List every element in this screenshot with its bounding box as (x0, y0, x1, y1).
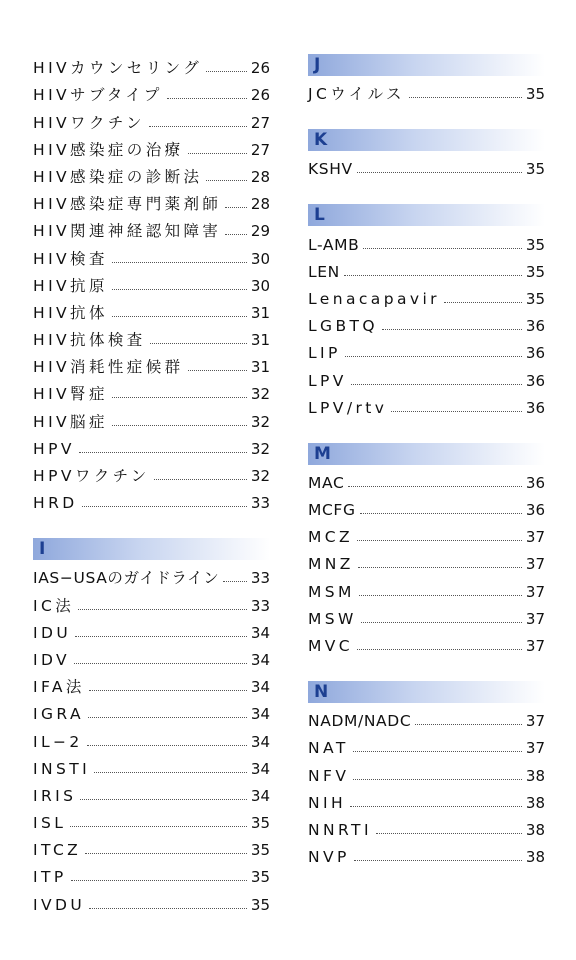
page-number: 31 (250, 303, 270, 322)
index-entry (308, 703, 545, 730)
index-term: LIP (308, 344, 341, 363)
page-number: 35 (250, 895, 270, 914)
page-number: 34 (250, 678, 270, 697)
dot-leader (87, 745, 247, 746)
page-number: 37 (525, 528, 545, 547)
dot-leader (348, 486, 522, 487)
index-entry (33, 77, 270, 104)
dot-leader (363, 248, 522, 249)
page-number: 27 (250, 140, 270, 159)
index-term: MNZ (308, 555, 354, 574)
page-number: 35 (525, 262, 545, 281)
index-entry (308, 76, 545, 103)
index-term: NIH (308, 793, 347, 812)
page-number: 36 (525, 317, 545, 336)
dot-leader (80, 799, 247, 800)
section-header-i: I (33, 538, 270, 560)
dot-leader (154, 479, 247, 480)
index-term: IVDU (33, 895, 86, 914)
index-entry (33, 132, 270, 159)
index-term: HPV (33, 439, 75, 458)
page-number: 34 (250, 786, 270, 805)
index-term: ITP (33, 868, 67, 887)
index-term: IL−2 (33, 732, 83, 751)
index-entry (33, 159, 270, 186)
index-term: IGRA (33, 705, 84, 724)
dot-leader (78, 609, 247, 610)
index-term: HIV感染症専門薬剤師 (33, 195, 222, 214)
index-entry (33, 805, 270, 832)
dot-leader (353, 751, 522, 752)
page-number: 28 (250, 195, 270, 214)
dot-leader (354, 860, 522, 861)
dot-leader (75, 636, 247, 637)
index-term: NNRTI (308, 820, 372, 839)
dot-leader (188, 153, 247, 154)
dot-leader (112, 316, 247, 317)
index-entry (33, 322, 270, 349)
index-term: IDV (33, 650, 71, 669)
dot-leader (112, 397, 247, 398)
section-header-l: L (308, 204, 545, 226)
dot-leader (150, 343, 247, 344)
page-number: 32 (250, 467, 270, 485)
dot-leader (206, 71, 247, 72)
index-entry (33, 431, 270, 458)
dot-leader (71, 880, 247, 881)
index-term: INSTI (33, 759, 91, 778)
section-header-k: K (308, 129, 545, 151)
section-header-n: N (308, 681, 545, 703)
dot-leader (112, 262, 247, 263)
dot-leader (444, 302, 522, 303)
index-entry (33, 859, 270, 886)
index-entry (33, 832, 270, 859)
index-entry (308, 785, 545, 812)
index-term: MAC (308, 473, 345, 492)
dot-leader (223, 581, 247, 582)
page-number: 28 (250, 167, 270, 186)
index-column-left (33, 50, 270, 914)
index-entry (33, 560, 270, 587)
section-header-m: M (308, 443, 545, 465)
page-number: 34 (250, 650, 270, 669)
page-number: 36 (525, 371, 545, 390)
page-number: 38 (525, 848, 545, 867)
index-term: HIVサブタイプ (33, 86, 163, 105)
index-term: IAS−USAのガイドライン (33, 569, 220, 588)
index-term: L-AMB (308, 235, 360, 254)
page-number: 37 (525, 582, 545, 601)
page-number: 26 (250, 86, 270, 105)
index-section (308, 54, 545, 103)
index-term: HIVワクチン (33, 113, 145, 132)
index-entry (33, 403, 270, 430)
index-term: HIV腎症 (33, 385, 108, 404)
index-term: HPVワクチン (33, 467, 150, 485)
page-number: 36 (525, 398, 545, 417)
page-number: 35 (250, 841, 270, 860)
index-term: HIV検査 (33, 249, 108, 268)
page-number: 35 (525, 160, 545, 179)
dot-leader (360, 513, 522, 514)
index-entry (33, 642, 270, 669)
index-entry (33, 615, 270, 642)
page-number: 32 (250, 412, 270, 431)
dot-leader (82, 506, 247, 507)
index-entry (33, 240, 270, 267)
index-entry (33, 349, 270, 376)
index-entry (308, 335, 545, 362)
index-entry (33, 213, 270, 240)
index-term: HIV抗体検査 (33, 331, 146, 350)
page-number: 38 (525, 766, 545, 785)
index-term: IRIS (33, 786, 77, 805)
index-term: HIV関連神経認知障害 (33, 222, 222, 241)
index-entry (308, 628, 545, 655)
index-section (308, 204, 545, 416)
page-number: 34 (250, 759, 270, 778)
dot-leader (357, 172, 522, 173)
page-number: 27 (250, 113, 270, 132)
index-entry (308, 308, 545, 335)
dot-leader (344, 275, 522, 276)
index-term: HIV抗原 (33, 276, 108, 295)
index-term: KSHV (308, 160, 353, 179)
index-entry (33, 268, 270, 295)
page-number: 34 (250, 732, 270, 751)
index-term: MSM (308, 582, 355, 601)
index-entry (308, 362, 545, 389)
dot-leader (376, 833, 522, 834)
page-number: 35 (250, 868, 270, 887)
index-entry (33, 295, 270, 322)
index-term: NAT (308, 739, 349, 758)
dot-leader (345, 356, 522, 357)
dot-leader (94, 772, 247, 773)
page-number: 31 (250, 358, 270, 377)
index-entry (33, 669, 270, 696)
dot-leader (357, 540, 522, 541)
dot-leader (409, 97, 522, 98)
dot-leader (206, 180, 247, 181)
index-entry (308, 839, 545, 866)
page-number: 31 (250, 331, 270, 350)
index-entry (308, 226, 545, 253)
page-number: 38 (525, 793, 545, 812)
index-entry (33, 458, 270, 485)
page-number: 34 (250, 705, 270, 724)
index-term: ITCZ (33, 841, 82, 860)
index-term: LPV/rtv (308, 398, 388, 417)
page-number: 29 (250, 222, 270, 241)
dot-leader (89, 908, 247, 909)
index-term: JCウイルス (308, 85, 405, 104)
index-entry (308, 465, 545, 492)
index-section (33, 538, 270, 913)
index-entry (308, 281, 545, 308)
index-section (308, 443, 545, 655)
page-number: 35 (525, 289, 545, 308)
page-number: 30 (250, 249, 270, 268)
index-entry (308, 546, 545, 573)
index-term: LGBTQ (308, 317, 378, 336)
dot-leader (382, 329, 522, 330)
page-number: 36 (525, 501, 545, 520)
page-number: 33 (250, 596, 270, 615)
dot-leader (149, 126, 247, 127)
index-entry (308, 151, 545, 178)
dot-leader (351, 384, 522, 385)
index-term: LPV (308, 371, 347, 390)
dot-leader (74, 663, 247, 664)
index-term: LEN (308, 262, 340, 281)
index-entry (308, 519, 545, 546)
page-number: 36 (525, 473, 545, 492)
dot-leader (112, 425, 247, 426)
index-entry (308, 492, 545, 519)
dot-leader (361, 622, 522, 623)
index-entry (308, 812, 545, 839)
page-number: 32 (250, 385, 270, 404)
index-entry (33, 50, 270, 77)
index-term: NADM/NADC (308, 712, 412, 731)
index-term: HIV脳症 (33, 412, 108, 431)
section-header-j: J (308, 54, 545, 76)
page-number: 32 (250, 439, 270, 458)
dot-leader (225, 234, 247, 235)
index-term: NVP (308, 848, 350, 867)
dot-leader (353, 779, 522, 780)
index-term: NFV (308, 766, 350, 785)
index-section (33, 50, 270, 512)
index-entry (33, 485, 270, 512)
dot-leader (112, 289, 247, 290)
index-entry (33, 723, 270, 750)
page-number: 34 (250, 623, 270, 642)
dot-leader (188, 370, 247, 371)
index-entry (308, 757, 545, 784)
dot-leader (358, 567, 522, 568)
index-term: HIV消耗性症候群 (33, 358, 184, 377)
page-number: 36 (525, 344, 545, 363)
index-term: HRD (33, 494, 78, 513)
dot-leader (88, 717, 247, 718)
index-entry (33, 886, 270, 913)
page-number: 35 (525, 235, 545, 254)
index-section (308, 681, 545, 866)
index-term: MCZ (308, 528, 354, 547)
page-number: 37 (525, 637, 545, 655)
index-entry (33, 696, 270, 723)
dot-leader (391, 411, 522, 412)
page-number: 37 (525, 555, 545, 574)
page-number: 37 (525, 712, 545, 731)
page-number: 35 (525, 85, 545, 104)
index-entry (308, 254, 545, 281)
index-section (308, 129, 545, 178)
index-term: IFA法 (33, 678, 85, 697)
index-term: IDU (33, 623, 72, 642)
index-term: HIV抗体 (33, 303, 108, 322)
dot-leader (89, 690, 247, 691)
index-entry (308, 390, 545, 417)
page-number: 37 (525, 609, 545, 628)
index-entry (33, 778, 270, 805)
index-entry (33, 376, 270, 403)
index-entry (33, 751, 270, 778)
page-number: 26 (250, 59, 270, 78)
index-term: MVC (308, 637, 354, 655)
page-number: 38 (525, 820, 545, 839)
index-term: ISL (33, 814, 67, 833)
index-term: Lenacapavir (308, 289, 440, 308)
dot-leader (415, 724, 522, 725)
dot-leader (357, 649, 522, 650)
dot-leader (359, 595, 522, 596)
index-term: HIVカウンセリング (33, 59, 203, 78)
index-term: HIV感染症の治療 (33, 140, 184, 159)
index-entry (308, 601, 545, 628)
index-term: MSW (308, 609, 357, 628)
index-term: IC法 (33, 596, 75, 615)
dot-leader (167, 98, 247, 99)
page-number: 37 (525, 739, 545, 758)
page-number: 30 (250, 276, 270, 295)
index-entry (308, 730, 545, 757)
index-entry (33, 104, 270, 131)
index-entry (308, 573, 545, 600)
dot-leader (70, 826, 247, 827)
index-entry (33, 587, 270, 614)
index-column-right (308, 50, 545, 866)
dot-leader (85, 853, 247, 854)
index-entry (33, 186, 270, 213)
page-number: 35 (250, 814, 270, 833)
page-number: 33 (250, 569, 270, 588)
dot-leader (225, 207, 247, 208)
dot-leader (79, 452, 247, 453)
page-number: 33 (250, 494, 270, 513)
dot-leader (350, 806, 522, 807)
index-term: HIV感染症の診断法 (33, 167, 203, 186)
index-term: MCFG (308, 501, 356, 520)
